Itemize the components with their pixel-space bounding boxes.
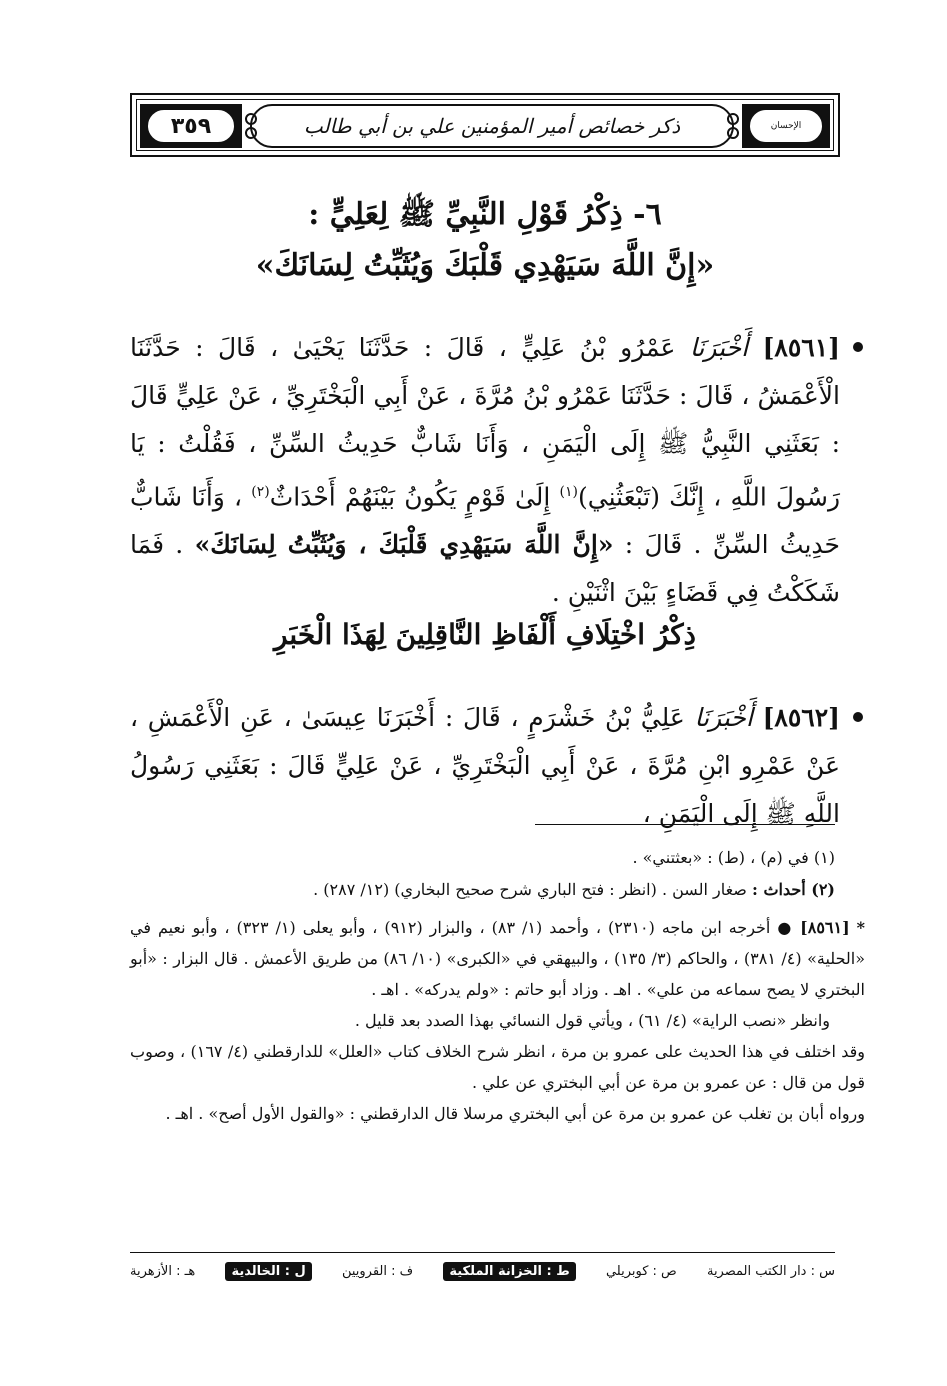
footnote-divider: [535, 824, 835, 825]
hadith-lead: أَخْبَرَنَا: [689, 333, 749, 362]
section-title-line1: ٦- ذِكْرُ قَوْلِ النَّبِيِّ ﷺ لِعَلِيٍّ :: [308, 197, 662, 232]
hadith-text: ، وَأَنَا شَابٌّ حَدِيثُ السِّنِّ . قَالَ :: [130, 482, 840, 560]
legend-item: ص : كوبريلي: [605, 1264, 677, 1279]
takhrij-bullet-icon: ●: [777, 918, 794, 937]
hadith-number: [٨٥٦٢]: [762, 703, 840, 732]
legend-divider: [130, 1252, 835, 1253]
takhrij-label: [٨٥٦١]: [800, 918, 850, 937]
legend-item: ف : القرويين: [341, 1264, 414, 1279]
page-header: [130, 93, 840, 157]
bullet-icon: [853, 342, 863, 352]
footnote-ref: (١): [559, 484, 579, 500]
takhrij-para-4: ورواه أبان بن تغلب عن عمرو بن مرة عن أبي البختري مرسلا قال الدارقطني : «والقول الأول أصح» . اهـ .: [165, 1104, 865, 1123]
footnote-ref: (٢): [251, 484, 270, 500]
page-number-panel: [140, 104, 242, 148]
hadith-text: . فَمَا شَكَكْتُ فِي قَضَاءٍ بَيْنَ اثْنَيْنِ .: [130, 530, 840, 608]
takhrij-para-3: وقد اختلف في هذا الحديث على عمرو بن مرة ، انظر شرح الخلاف كتاب «العلل» للدارقطني (٤/ ١٦٧) ، وصوب قول من قال : عن عمرو بن مرة عن أبي البختري عن علي .: [130, 1042, 866, 1092]
header-title-frame: [250, 104, 734, 148]
hadith-8562: [130, 694, 840, 838]
footnote-1: (١) في (م) ، (ط) : «بعثتني» .: [632, 848, 835, 867]
logo-panel: [742, 104, 830, 148]
section-title-line2: «إِنَّ اللَّهَ سَيَهْدِي قَلْبَكَ وَيُثَبِّتُ لِسَانَكَ»: [255, 248, 715, 283]
legend-item: ط : الخزانة الملكية: [443, 1262, 575, 1281]
footnote-2-label: (٢) أحداث :: [751, 880, 835, 899]
hadith-text: عَلِيُّ بْنُ خَشْرَمٍ ، قَالَ : أَخْبَرَنَا عِيسَىٰ ، عَنِ الْأَعْمَشِ ، عَنْ عَمْرِو ابْنِ مُرَّةَ ، عَنْ أَبِي الْبَخْتَرِيِّ ، عَنْ عَلِيٍّ قَالَ : بَعَثَنِي رَسُولُ اللَّهِ ﷺ إِلَى الْيَمَنِ ،: [130, 703, 840, 828]
logo-emblem-icon: الإحسان: [770, 121, 802, 131]
header-title: ذكر خصائص أمير المؤمنين علي بن أبي طالب: [303, 114, 681, 138]
takhrij-text: أخرجه ابن ماجه (٢٣١٠) ، وأحمد (١/ ٨٣) ، والبزار (٩١٢) ، وأبو يعلى (١/ ٣٢٣) ، وأبو نعيم في «الحلية» (٤/ ٣٨١) ، والحاكم (٣/ ١٣٥) ، والبيهقي في «الكبرى» (١٠/ ٨٦) من طريق الأعمش . قال البزار : «أبو البختري لا يصح سماعه من علي» . اهـ . وزاد أبو حاتم : «ولم يدركه» . اهـ .: [130, 918, 866, 999]
hadith-text: عَمْرُو بْنُ عَلِيٍّ ، قَالَ : حَدَّثَنَا يَحْيَىٰ ، قَالَ : حَدَّثَنَا الْأَعْمَشُ ، قَالَ : حَدَّثَنَا عَمْرُو بْنُ مُرَّةَ ، عَنْ أَبِي الْبَخْتَرِيِّ ، عَنْ عَلِيٍّ قَالَ : بَعَثَنِي النَّبِيُّ ﷺ إِلَى الْيَمَنِ ، وَأَنَا شَابٌّ حَدِيثُ السِّنِّ ، فَقُلْتُ : يَا رَسُولَ اللَّهِ ، إِنَّكَ (تَبْعَثُنِي): [130, 333, 841, 512]
takhrij-para-2: وانظر «نصب الراية» (٤/ ٦١) ، ويأتي قول النسائي بهذا الصدد بعد قليل .: [354, 1011, 830, 1030]
manuscript-legend: [130, 1262, 835, 1281]
footnote-2: [130, 874, 835, 905]
hadith-quote: «إِنَّ اللَّهَ سَيَهْدِي قَلْبَكَ ، وَيُثَبِّتُ لِسَانَكَ»: [194, 530, 614, 560]
takhrij-para-1: [130, 912, 865, 1005]
footnote-2-text: صغار السن . (انظر : فتح الباري شرح صحيح البخاري) (١٢/ ٢٨٧) .: [313, 880, 747, 899]
takhrij-asterisk-icon: *: [856, 918, 866, 937]
hadith-number: [٨٥٦١]: [762, 333, 840, 362]
takhrij: [130, 912, 865, 1129]
page-number: ٣٥٩: [170, 113, 212, 139]
hadith-lead: أَخْبَرَنَا: [694, 703, 753, 732]
hadith-text: إِلَىٰ قَوْمٍ يَكُونُ بَيْنَهُمْ أَحْدَاثٌ: [269, 482, 551, 512]
legend-item: س : دار الكتب المصرية: [706, 1264, 835, 1279]
legend-item: ل : الخالدية: [225, 1262, 311, 1281]
hadith-8561: [130, 324, 840, 617]
legend-item: هـ : الأزهرية: [130, 1264, 196, 1279]
bullet-icon: [853, 712, 863, 722]
subheading: ذِكْرُ اخْتِلَافِ أَلْفَاظِ النَّاقِلِينَ لِهَذَا الْخَبَرِ: [273, 618, 697, 651]
ornament-knot-icon: [726, 111, 740, 141]
